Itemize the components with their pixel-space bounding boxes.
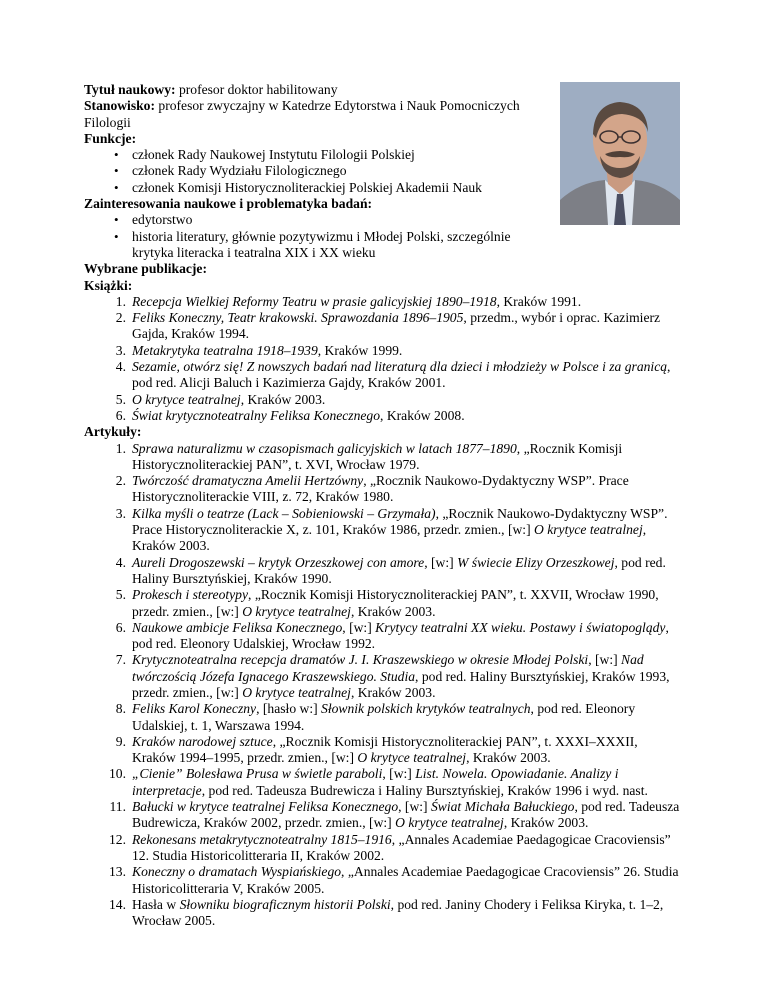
book-title: Metakrytyka teatralna 1918–1939 — [132, 342, 318, 358]
book-item — [115, 359, 684, 392]
item-number: 1. — [115, 293, 126, 309]
article-item — [109, 831, 684, 865]
interests-list — [84, 212, 684, 261]
article-details-part: , „Annales Academiae Paedagogicae Cracoviensis” 12. Studia Historicolitteraria II, Kraków 2002. — [132, 831, 671, 863]
academic-title-line — [84, 82, 554, 98]
books-list — [84, 294, 684, 424]
book-details: , Kraków 2008. — [380, 407, 465, 423]
functions-list — [84, 147, 684, 196]
article-details-part: , [hasło w:] — [256, 701, 322, 717]
article-title-part: Twórczość dramatyczna Amelii Hertzówny — [132, 473, 364, 489]
list-item: • członek Rady Wydziału Filologicznego — [132, 163, 684, 179]
article-details-part: , Kraków 2003. — [350, 684, 436, 700]
articles-list — [84, 441, 684, 930]
article-title-part: Feliks Karol Koneczny — [132, 701, 257, 717]
article-title-part: Kilka myśli o teatrze (Lack – Sobieniowski – Grzymała) — [132, 505, 436, 521]
list-item: • członek Komisji Historycznoliterackiej Polskiej Akademii Nauk — [132, 180, 684, 196]
article-details-part: Hasła w — [132, 896, 180, 912]
article-details-part: , pod red. Tadeusza Budrewicza, Kraków 2002, przedr. zmien., [w:] — [132, 799, 680, 831]
article-details-part: , pod red. Haliny Bursztyńskiej, Kraków 1993, przedr. zmien., [w:] — [132, 668, 670, 700]
book-item — [115, 310, 684, 343]
item-number: 2. — [115, 310, 126, 326]
article-item — [115, 587, 684, 620]
books-heading: Książki: — [84, 277, 133, 293]
book-item — [115, 407, 684, 424]
book-title: Świat krytycznoteatralny Feliksa Konecznego — [132, 407, 381, 423]
book-details: , Kraków 1999. — [317, 342, 403, 358]
article-title-part: List. Nowela. Opowiadanie. Analizy i interpretacje — [132, 766, 619, 798]
article-item — [115, 473, 684, 506]
article-title-part: Bałucki w krytyce teatralnej Feliksa Konecznego — [132, 799, 399, 815]
article-item — [115, 554, 684, 588]
article-title-part: Rekonesans metakrytycznoteatralny 1815–1916 — [132, 831, 392, 847]
selected-publications-heading: Wybrane publikacje: — [84, 261, 207, 277]
article-details-part: , [w:] — [382, 766, 416, 782]
book-title: Feliks Koneczny, Teatr krakowski. Sprawozdania 1896–1905 — [132, 310, 464, 326]
document-body — [84, 82, 684, 929]
item-number: 7. — [115, 652, 126, 668]
book-item — [115, 391, 684, 408]
position-value: profesor zwyczajny w Katedrze Edytorstwa i Nauk Pomocniczych Filologii — [84, 98, 520, 130]
article-item — [109, 766, 684, 799]
book-details: , Kraków 2003. — [240, 391, 326, 407]
list-item: • członek Rady Naukowej Instytutu Filologii Polskiej — [132, 147, 684, 163]
articles-heading: Artykuły: — [84, 424, 142, 440]
article-item — [115, 652, 684, 701]
article-item — [109, 896, 684, 930]
article-details-part: , „Rocznik Naukowo-Dydaktyczny WSP”. Prace Historycznoliterackie VIII, z. 72, Kraków 1980. — [132, 473, 629, 505]
article-details-part: , pod red. Eleonory Udalskiej, Wrocław 1992. — [132, 619, 669, 652]
academic-title-value: profesor doktor habilitowany — [175, 82, 338, 97]
item-number: 8. — [115, 701, 126, 717]
article-details-part: , „Rocznik Komisji Historycznoliterackiej PAN”, t. XXVII, Wrocław 1990, przedr. zmien., [w:] — [132, 587, 659, 619]
book-item — [115, 293, 684, 310]
item-number: 6. — [115, 619, 126, 635]
position-line — [84, 98, 554, 131]
article-title-part: O krytyce teatralnej — [242, 684, 351, 700]
article-item — [115, 733, 684, 767]
item-number: 5. — [115, 587, 126, 603]
list-item: • historia literatury, głównie pozytywizmu i Młodej Polski, szczególnie krytyka literacka i teatralna XIX i XX wieku — [132, 229, 532, 262]
item-number: 2. — [115, 473, 126, 489]
article-title-part: O krytyce teatralnej — [242, 603, 351, 619]
item-number: 4. — [115, 359, 126, 375]
item-number: 5. — [115, 391, 126, 407]
article-title-part: Prokesch i stereotypy — [132, 587, 249, 603]
item-number: 14. — [109, 896, 126, 912]
article-details-part: , [w:] — [398, 799, 431, 815]
article-title-part: Kraków narodowej sztuce — [132, 733, 273, 749]
article-item — [115, 701, 684, 734]
article-details-part: , [w:] — [424, 554, 458, 570]
article-details-part: , Kraków 2003. — [503, 815, 589, 831]
book-title: O krytyce teatralnej — [132, 391, 241, 407]
article-details-part: , „Rocznik Komisji Historycznoliterackiej PAN”, t. XVI, Wrocław 1979. — [132, 440, 623, 472]
article-details-part: , pod red. Eleonory Udalskiej, t. 1, Warszawa 1994. — [132, 701, 636, 733]
article-title-part: Słowniku biograficznym historii Polski — [179, 896, 391, 912]
book-item — [115, 342, 684, 359]
interests-heading: Zainteresowania naukowe i problematyka badań: — [84, 196, 373, 212]
item-number: 3. — [115, 342, 126, 358]
article-details-part: , pod red. Tadeusza Budrewicza i Haliny Bursztyńskiej, Kraków 1996 i wyd. nast. — [201, 782, 648, 798]
article-title-part: Koneczny o dramatach Wyspiańskiego — [132, 864, 342, 880]
position-label: Stanowisko: — [84, 98, 156, 114]
article-item — [115, 440, 684, 474]
book-title: Sezamie, otwórz się! Z nowszych badań nad literaturą dla dzieci i młodzieży w Polsce i za granicą — [132, 359, 668, 375]
article-title-part: O krytyce teatralnej — [395, 815, 504, 831]
article-title-part: „Cienie” Bolesława Prusa w świetle paraboli — [132, 766, 383, 782]
item-number: 6. — [115, 407, 126, 423]
book-title: Recepcja Wielkiej Reformy Teatru w prasie galicyjskiej 1890–1918 — [132, 293, 497, 309]
item-number: 3. — [115, 505, 126, 521]
article-title-part: O krytyce teatralnej — [357, 750, 467, 766]
article-title-part: Sprawa naturalizmu w czasopismach galicyjskich w latach 1877–1890 — [132, 440, 517, 456]
item-number: 13. — [109, 864, 126, 880]
functions-heading: Funkcje: — [84, 130, 137, 146]
article-title-part: Nad twórczością Józefa Ignacego Kraszewskiego. Studia — [132, 652, 644, 684]
book-details: , przedm., wybór i oprac. Kazimierz Gajda, Kraków 1994. — [132, 310, 661, 342]
article-item — [115, 505, 684, 555]
article-details-part: , „Rocznik Komisji Historycznoliterackiej PAN”, t. XXXI–XXXII, Kraków 1994–1995, przedr. zmien., [w:] — [132, 733, 638, 766]
article-title-part: Świat Michała Bałuckiego — [430, 799, 575, 815]
article-details-part: , Kraków 2003. — [132, 522, 647, 554]
item-number: 4. — [115, 554, 126, 570]
article-details-part: , Kraków 2003. — [466, 750, 551, 766]
article-details-part: , „Rocznik Naukowo-Dydaktyczny WSP”. Prace Historycznoliterackie X, z. 101, Kraków 1986, przedr. zmien., [w:] — [132, 505, 668, 538]
item-number: 1. — [115, 440, 126, 456]
list-item: • edytorstwo — [132, 212, 602, 228]
item-number: 11. — [109, 799, 126, 815]
item-number: 9. — [115, 733, 126, 749]
article-title-part: W świecie Elizy Orzeszkowej — [457, 554, 615, 570]
article-title-part: Naukowe ambicje Feliksa Konecznego — [132, 619, 343, 635]
article-item — [109, 799, 684, 832]
article-details-part: , pod red. Janiny Chodery i Feliksa Kiryka, t. 1–2, Wrocław 2005. — [132, 896, 664, 929]
item-number: 12. — [109, 831, 126, 847]
article-details-part: , pod red. Haliny Bursztyńskiej, Kraków 1990. — [132, 554, 666, 586]
article-title-part: Słownik polskich krytyków teatralnych — [321, 701, 531, 717]
book-details: , pod red. Alicji Baluch i Kazimierza Gajdy, Kraków 2001. — [132, 359, 671, 391]
article-details-part: , Kraków 2003. — [350, 603, 436, 619]
article-details-part: , [w:] — [342, 619, 376, 635]
academic-title-label: Tytuł naukowy: — [84, 82, 176, 97]
article-title-part: Aureli Drogoszewski – krytyk Orzeszkowej con amore — [132, 554, 425, 570]
article-item — [109, 864, 684, 897]
article-item — [115, 619, 684, 653]
item-number: 10. — [109, 766, 126, 782]
article-title-part: Krytycy teatralni XX wieku. Postawy i światopoglądy — [375, 619, 666, 635]
article-details-part: , [w:] — [588, 652, 622, 668]
article-title-part: Krytycznoteatralna recepcja dramatów J. I. Kraszewskiego w okresie Młodej Polski — [132, 652, 589, 668]
article-details-part: , „Annales Academiae Paedagogicae Cracoviensis” 26. Studia Historicolitteraria V, Kraków 2005. — [132, 864, 679, 896]
book-details: , Kraków 1991. — [496, 293, 582, 309]
article-title-part: O krytyce teatralnej — [534, 522, 643, 538]
